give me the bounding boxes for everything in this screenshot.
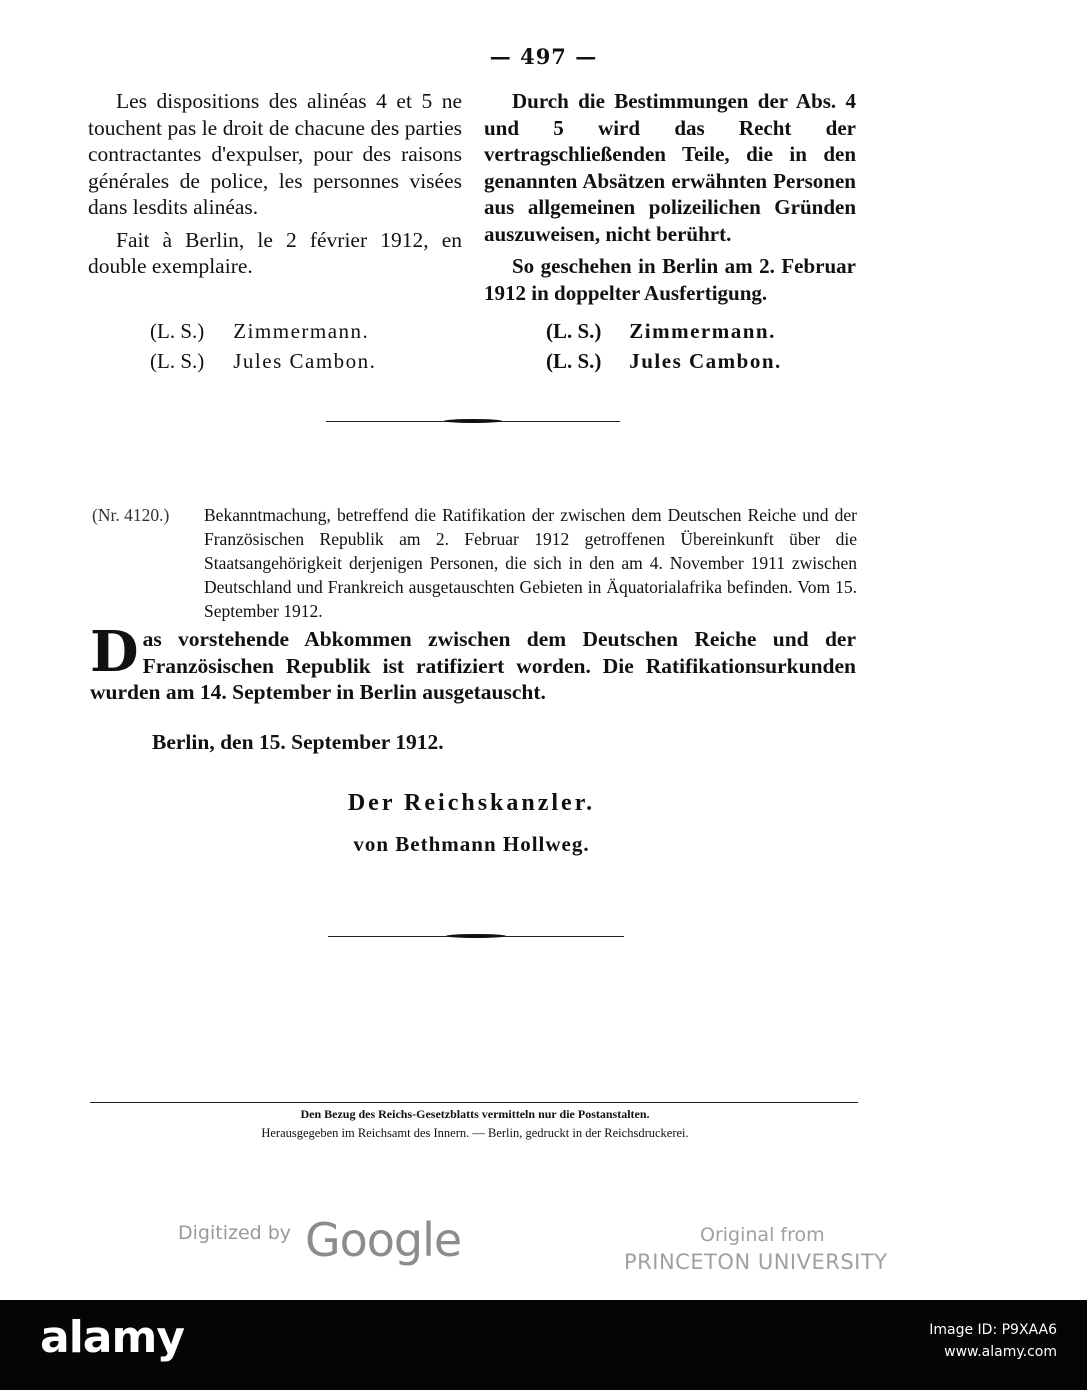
german-signature-2: [546, 346, 782, 376]
notice-text: Bekanntmachung, betreffend die Ratifikation der zwischen dem Deutschen Reiche und der Französischen Republik am 2. Februar 1912 getroffenen Übereinkunft über die Staatsangehörigkeit derjenigen Personen, die sich in den am 4. November 1911 zwischen Deutschland und Frankreich ausgetauschten Gebieten in Äquatorialafrika befinden. Vom 15. September 1912.: [204, 505, 857, 621]
french-signature-block: [150, 316, 376, 376]
signatory-name: Jules Cambon.: [233, 349, 377, 373]
original-from-label: Original from: [700, 1224, 825, 1246]
google-logo-text: Google: [305, 1213, 462, 1267]
signatory-name: Zimmermann.: [629, 319, 776, 343]
signatory-name: Jules Cambon.: [629, 349, 782, 373]
signatory-name: Zimmermann.: [233, 319, 370, 343]
french-signature-1: [150, 316, 376, 346]
notice-number: (Nr. 4120.): [92, 505, 170, 525]
alamy-logo: alamy: [40, 1312, 184, 1363]
seal-mark: (L. S.): [546, 319, 602, 343]
image-id: Image ID: P9XAA6: [929, 1322, 1057, 1338]
chancellor-name: von Bethmann Hollweg.: [353, 832, 590, 856]
french-paragraph-1: Les dispositions des alinéas 4 et 5 ne touchent pas le droit de chacune des parties contractantes d'expulser, pour des raisons générales de police, les personnes visées dans lesdits alinéas.: [88, 89, 462, 219]
section-divider-2: [328, 936, 624, 937]
footer-rule: [90, 1102, 858, 1103]
german-signature-block: [546, 316, 782, 376]
footer-publisher-note: Herausgegeben im Reichsamt des Innern. — Berlin, gedruckt in der Reichsdruckerei.: [261, 1126, 689, 1140]
notice-heading: [92, 503, 857, 623]
chancellor-title: Der Reichskanzler.: [347, 790, 596, 816]
seal-mark: (L. S.): [150, 319, 205, 343]
stock-url: www.alamy.com: [944, 1344, 1057, 1360]
digitized-by-label: Digitized by: [178, 1222, 292, 1244]
announcement-body: [90, 619, 856, 706]
footer-distribution-note: Den Bezug des Reichs-Gesetzblatts vermitteln nur die Postanstalten.: [300, 1107, 650, 1121]
french-column: [88, 88, 462, 280]
dateline: Berlin, den 15. September 1912.: [152, 730, 444, 754]
institution-name: PRINCETON UNIVERSITY: [624, 1250, 888, 1274]
german-column: [484, 88, 856, 306]
section-divider-1: [326, 421, 620, 422]
german-signature-1: [546, 316, 782, 346]
announcement-text: as vorstehende Abkommen zwischen dem Deutschen Reiche und der Französischen Republik ist ratifiziert worden. Die Ratifikationsurkunden wurden am 14. September in Berlin ausgetauscht.: [90, 627, 856, 704]
seal-mark: (L. S.): [150, 349, 205, 373]
french-signature-2: [150, 346, 376, 376]
drop-cap: D: [90, 619, 139, 685]
german-paragraph-1: Durch die Bestimmungen der Abs. 4 und 5 wird das Recht der vertragschließenden Teile, die in den genannten Absätzen erwähnten Personen aus allgemeinen polizeilichen Gründen auszuweisen, nicht berührt.: [484, 89, 856, 246]
page-number: — 497 —: [489, 44, 598, 69]
seal-mark: (L. S.): [546, 349, 602, 373]
german-paragraph-2: So geschehen in Berlin am 2. Februar 1912 in doppelter Ausfertigung.: [484, 254, 856, 305]
french-paragraph-2: Fait à Berlin, le 2 février 1912, en double exemplaire.: [88, 227, 462, 278]
